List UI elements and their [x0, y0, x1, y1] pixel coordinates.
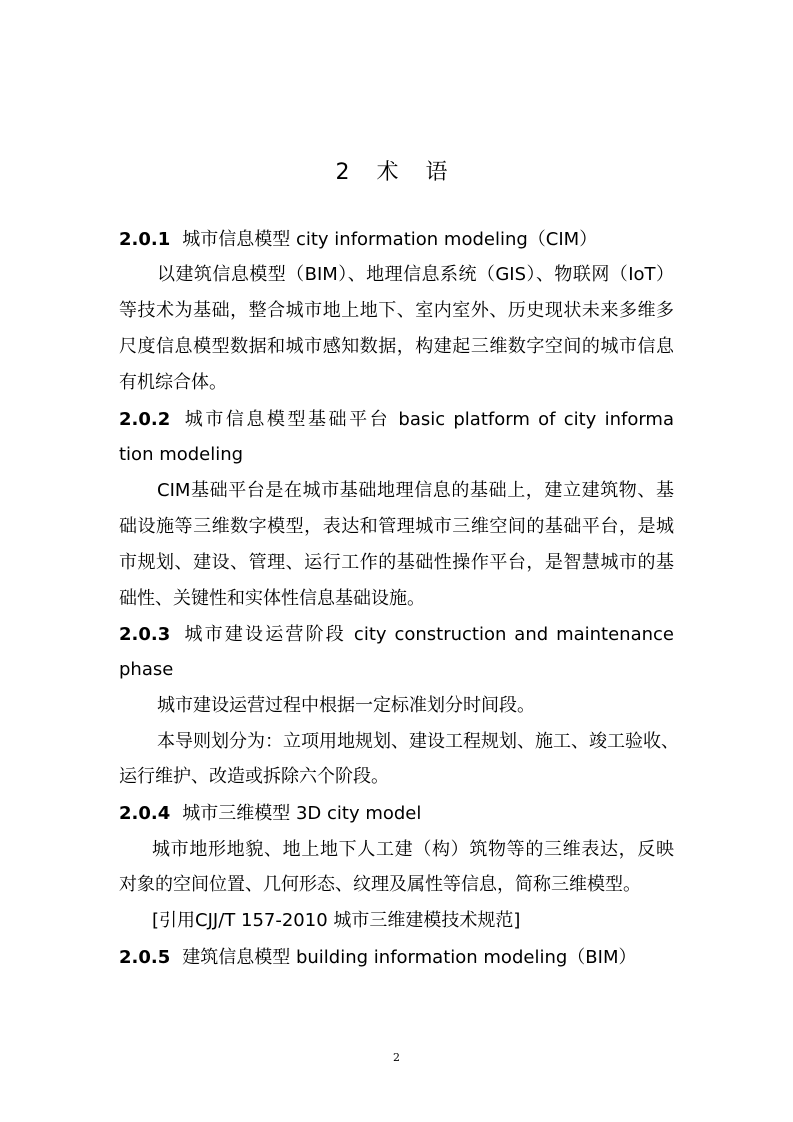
page-number: 2: [393, 1051, 400, 1064]
body-line: 以建筑信息模型（BIM）、地理信息系统（GIS）、物联网（IoT）: [157, 264, 674, 285]
body-line: 市规划、建设、管理、运行工作的基础性操作平台，是智慧城市的基: [119, 552, 674, 573]
body-line: 城市建设运营过程中根据一定标准划分时间段。: [157, 695, 535, 716]
chapter-title: 2 术 语: [335, 160, 458, 185]
body-line: 城市地形地貌、地上地下人工建（构）筑物等的三维表达，反映: [152, 839, 674, 860]
body-line: 对象的空间位置、几何形态、纹理及属性等信息，简称三维模型。: [119, 874, 641, 895]
term-title: 城市信息模型基础平台 basic platform of city informa: [182, 409, 674, 430]
body-line: 础性、关键性和实体性信息基础设施。: [119, 588, 425, 609]
body-line: CIM基础平台是在城市基础地理信息的基础上，建立建筑物、基: [157, 480, 674, 501]
reference-citation: [引用CJJ/T 157-2010 城市三维建模技术规范]: [152, 910, 521, 931]
body-line: 等技术为基础，整合城市地上地下、室内室外、历史现状未来多维多: [119, 300, 674, 321]
term-heading-2-0-3: [119, 623, 674, 647]
body-line: 础设施等三维数字模型，表达和管理城市三维空间的基础平台，是城: [119, 516, 674, 537]
term-title-continuation: phase: [119, 659, 174, 680]
term-title: 城市三维模型 3D city model: [182, 803, 422, 824]
term-number: 2.0.3: [119, 624, 171, 645]
body-line: 运行维护、改造或拆除六个阶段。: [119, 766, 389, 787]
term-number: 2.0.1: [119, 229, 171, 250]
term-number: 2.0.2: [119, 409, 171, 430]
term-number: 2.0.5: [119, 947, 171, 968]
term-number: 2.0.4: [119, 803, 171, 824]
term-heading-2-0-4: [119, 802, 674, 826]
term-title: 城市建设运营阶段 city construction and maintenance: [182, 624, 674, 645]
term-title-continuation: tion modeling: [119, 444, 244, 465]
body-line: 有机综合体。: [119, 372, 227, 393]
term-title: 城市信息模型 city information modeling（CIM）: [182, 229, 598, 250]
body-line: 本导则划分为：立项用地规划、建设工程规划、施工、竣工验收、: [157, 731, 679, 752]
term-heading-2-0-2: [119, 408, 674, 432]
term-title: 建筑信息模型 building information modeling（BIM）: [182, 947, 637, 968]
term-heading-2-0-5: [119, 946, 674, 970]
term-heading-2-0-1: [119, 228, 674, 252]
body-line: 尺度信息模型数据和城市感知数据，构建起三维数字空间的城市信息: [119, 336, 674, 357]
